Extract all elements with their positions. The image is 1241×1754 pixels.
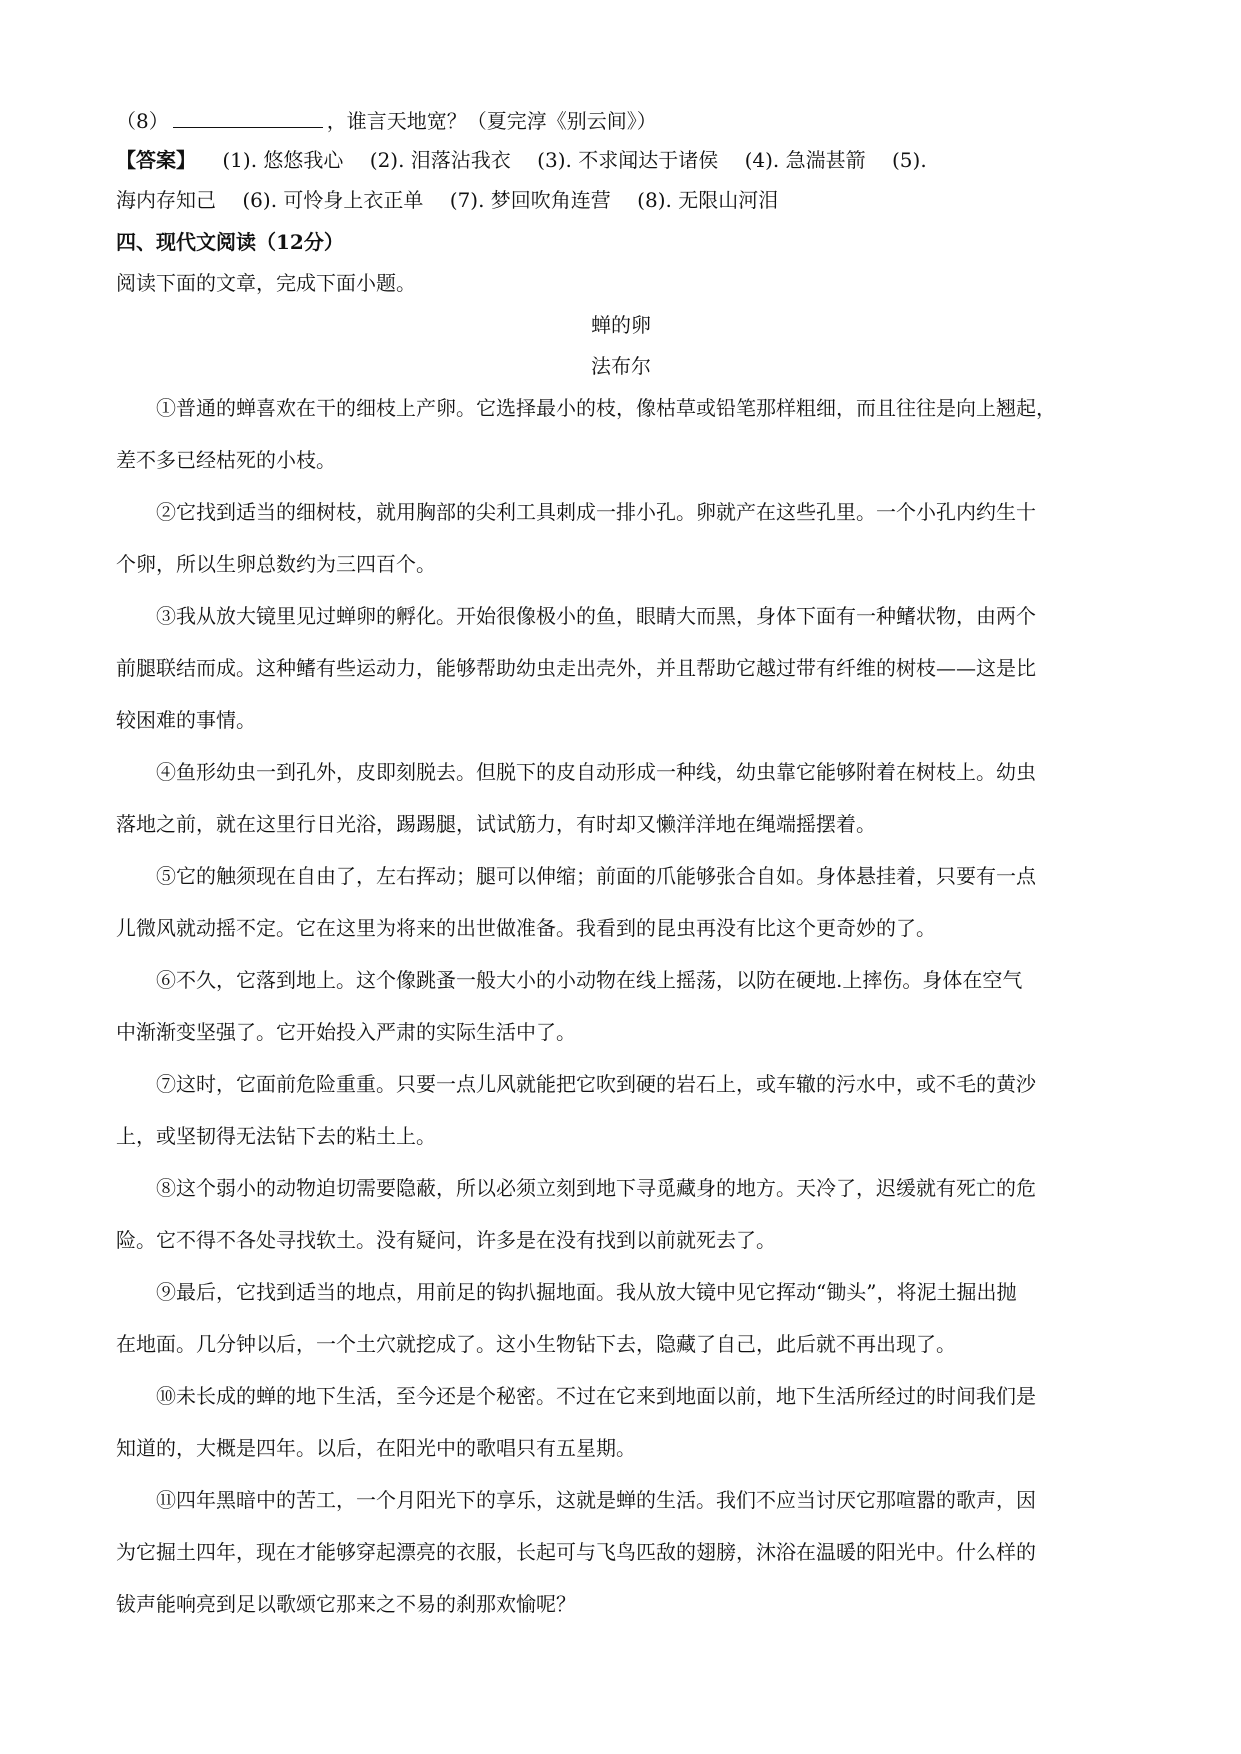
paragraph-5 bbox=[116, 861, 1128, 965]
paragraph-line: 中渐渐变坚强了。它开始投入严肃的实际生活中了。 bbox=[116, 1020, 576, 1044]
paragraph-8 bbox=[116, 1173, 1128, 1277]
paragraph-line: ⑩未长成的蝉的地下生活，至今还是个秘密。不过在它来到地面以前，地下生活所经过的时间我们是 bbox=[156, 1384, 1036, 1408]
answer-item: (2). 泪落沾我衣 bbox=[369, 148, 511, 172]
paragraph-4 bbox=[116, 757, 1128, 861]
paragraph-line: ④鱼形幼虫一到孔外，皮即刻脱去。但脱下的皮自动形成一种线，幼虫靠它能够附着在树枝上。幼虫 bbox=[156, 760, 1036, 784]
article-title: 蝉的卵 bbox=[591, 313, 651, 337]
paragraph-line: 在地面。几分钟以后，一个土穴就挖成了。这小生物钻下去，隐藏了自己，此后就不再出现了。 bbox=[116, 1332, 956, 1356]
article-author: 法布尔 bbox=[591, 354, 651, 378]
answer-item: 海内存知己 bbox=[116, 188, 216, 212]
paragraph-line: 较困难的事情。 bbox=[116, 708, 256, 732]
paragraph-line: 落地之前，就在这里行日光浴，踢踢腿，试试筋力，有时却又懒洋洋地在绳端摇摆着。 bbox=[116, 812, 876, 836]
paragraph-line: ⑨最后，它找到适当的地点，用前足的钩扒掘地面。我从放大镜中见它挥动“锄头”，将泥土掘出抛 bbox=[156, 1280, 1017, 1304]
paragraph-line: 前腿联结而成。这种鳍有些运动力，能够帮助幼虫走出壳外，并且帮助它越过带有纤维的树枝——这是比 bbox=[116, 656, 1036, 680]
paragraph-line: ⑥不久，它落到地上。这个像跳蚤一般大小的小动物在线上摇荡，以防在硬地.上摔伤。身体在空气 bbox=[156, 968, 1023, 992]
question-text: ，谁言天地宽？（夏完淳《别云间》） bbox=[326, 109, 657, 133]
paragraph-line: ①普通的蝉喜欢在干的细枝上产卵。它选择最小的枝，像枯草或铅笔那样粗细，而且往往是向上翘起， bbox=[156, 396, 1056, 420]
paragraph-line: 儿微风就动摇不定。它在这里为将来的出世做准备。我看到的昆虫再没有比这个更奇妙的了。 bbox=[116, 916, 936, 940]
paragraph-line: 个卵，所以生卵总数约为三四百个。 bbox=[116, 552, 436, 576]
paragraph-line: 知道的，大概是四年。以后，在阳光中的歌唱只有五星期。 bbox=[116, 1436, 636, 1460]
paragraph-7 bbox=[116, 1069, 1128, 1173]
answer-item: (7). 梦回吹角连营 bbox=[449, 188, 611, 212]
paragraph-line: 差不多已经枯死的小枝。 bbox=[116, 448, 336, 472]
answer-item: (8). 无限山河泪 bbox=[637, 188, 779, 212]
paragraph-line: ⑤它的触须现在自由了，左右挥动；腿可以伸缩；前面的爪能够张合自如。身体悬挂着，只要有一点 bbox=[156, 864, 1036, 888]
paragraph-line: 钹声能响亮到足以歌颂它那来之不易的刹那欢愉呢？ bbox=[116, 1592, 576, 1616]
answer-item: (1). 悠悠我心 bbox=[222, 148, 344, 172]
answer-item: (6). 可怜身上衣正单 bbox=[242, 188, 424, 212]
paragraph-11 bbox=[116, 1485, 1128, 1641]
paragraph-line: ②它找到适当的细树枝，就用胸部的尖利工具刺成一排小孔。卵就产在这些孔里。一个小孔内约生十 bbox=[156, 500, 1036, 524]
question-8 bbox=[116, 105, 1126, 136]
instruction: 阅读下面的文章，完成下面小题。 bbox=[116, 271, 416, 295]
answer-line-2 bbox=[116, 185, 1126, 215]
answer-line-1 bbox=[116, 145, 1126, 175]
paragraph-line: 上，或坚韧得无法钻下去的粘土上。 bbox=[116, 1124, 436, 1148]
paragraph-10 bbox=[116, 1381, 1128, 1485]
answer-blank[interactable] bbox=[173, 105, 323, 128]
answer-item: (5). bbox=[891, 148, 927, 172]
article-body bbox=[116, 393, 1128, 1641]
answer-item: (4). 急湍甚箭 bbox=[744, 148, 866, 172]
paragraph-9 bbox=[116, 1277, 1128, 1381]
paragraph-3 bbox=[116, 601, 1128, 757]
question-number: （8） bbox=[116, 109, 169, 133]
answer-item: (3). 不求闻达于诸侯 bbox=[537, 148, 719, 172]
paragraph-line: 为它掘土四年，现在才能够穿起漂亮的衣服，长起可与飞鸟匹敌的翅膀，沐浴在温暖的阳光中。什么样的 bbox=[116, 1540, 1036, 1564]
paragraph-line: ③我从放大镜里见过蝉卵的孵化。开始很像极小的鱼，眼睛大而黑，身体下面有一种鳍状物，由两个 bbox=[156, 604, 1036, 628]
paragraph-line: 险。它不得不各处寻找软土。没有疑问，许多是在没有找到以前就死去了。 bbox=[116, 1228, 776, 1252]
paragraph-1 bbox=[116, 393, 1128, 497]
answer-label: 【答案】 bbox=[116, 148, 196, 172]
paragraph-6 bbox=[116, 965, 1128, 1069]
paragraph-line: ⑦这时，它面前危险重重。只要一点儿风就能把它吹到硬的岩石上，或车辙的污水中，或不毛的黄沙 bbox=[156, 1072, 1036, 1096]
section-heading: 四、现代文阅读（12分） bbox=[116, 230, 344, 254]
paragraph-line: ⑪四年黑暗中的苦工，一个月阳光下的享乐，这就是蝉的生活。我们不应当讨厌它那喧嚣的歌声，因 bbox=[156, 1488, 1036, 1512]
paragraph-2 bbox=[116, 497, 1128, 601]
paragraph-line: ⑧这个弱小的动物迫切需要隐蔽，所以必须立刻到地下寻觅藏身的地方。天冷了，迟缓就有死亡的危 bbox=[156, 1176, 1036, 1200]
